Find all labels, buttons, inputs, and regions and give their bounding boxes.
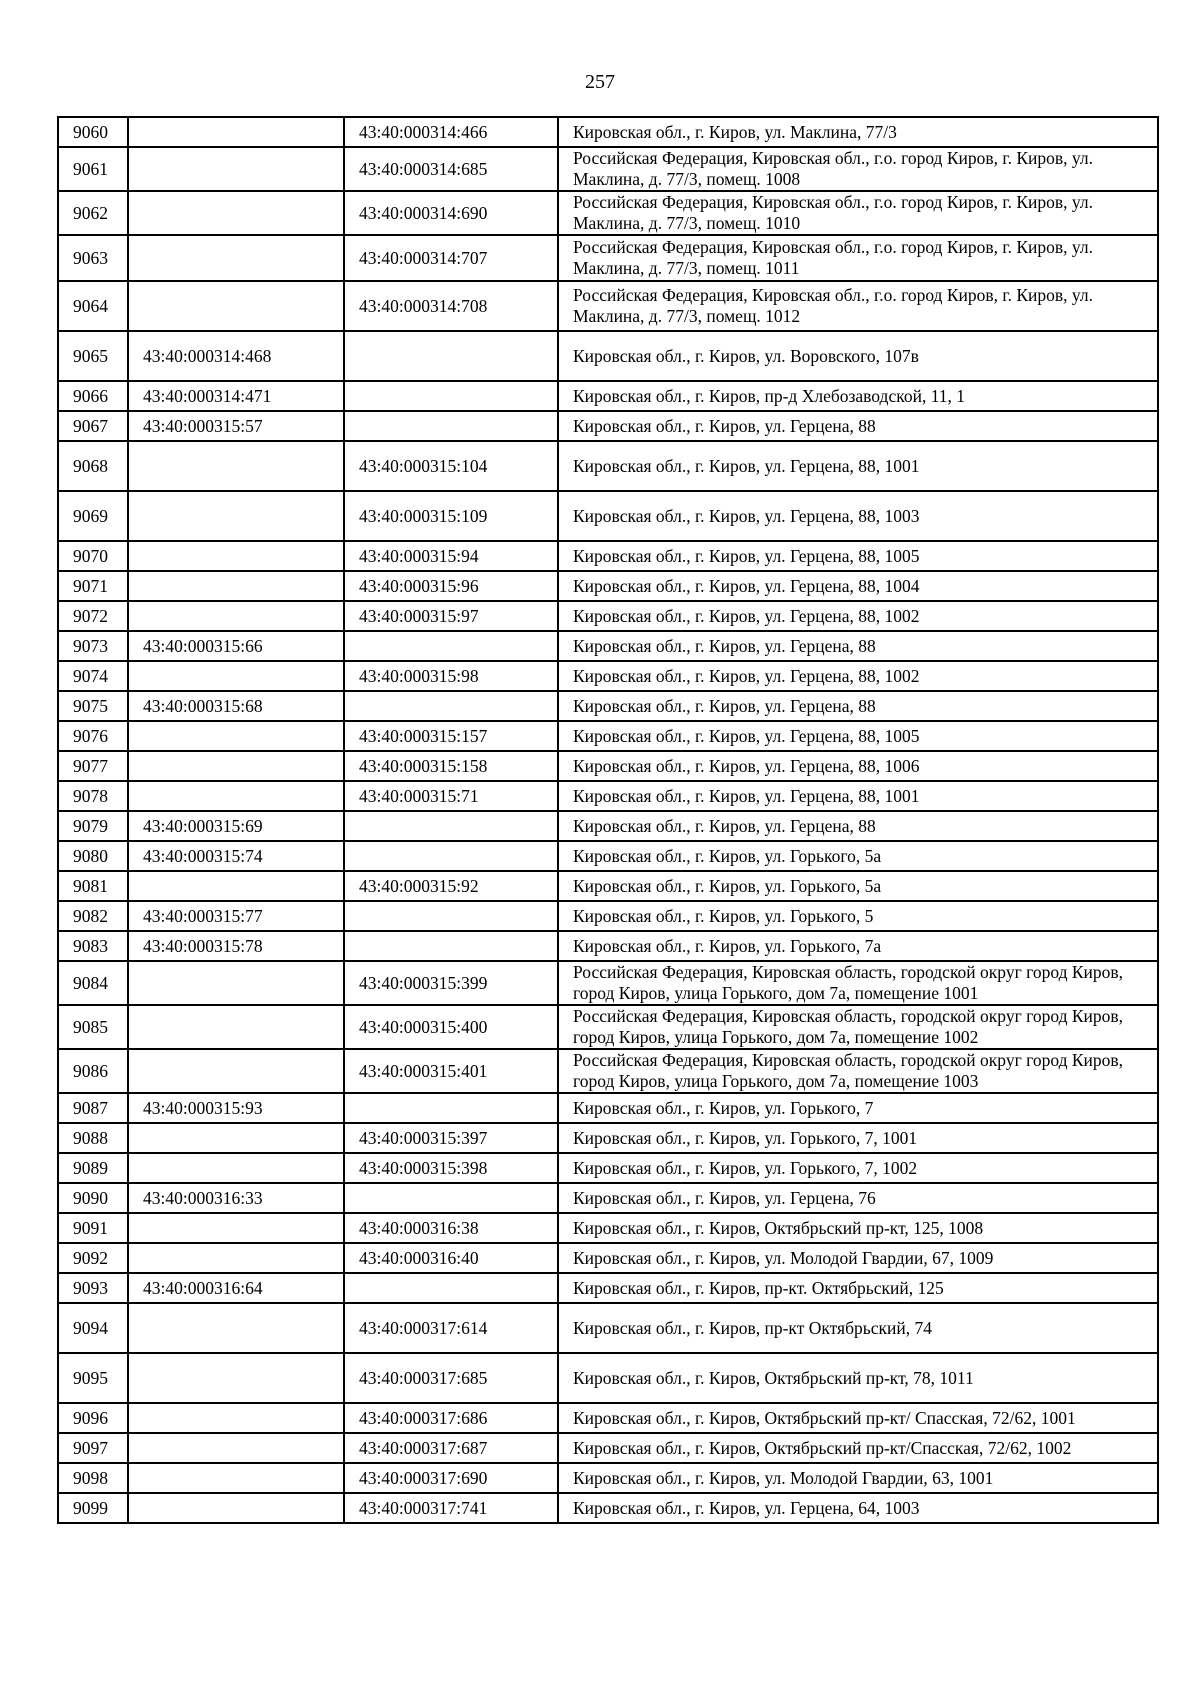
land-parcel-number-cell — [128, 601, 344, 631]
address-cell: Кировская обл., г. Киров, ул. Молодой Гвардии, 67, 1009 — [558, 1243, 1158, 1273]
table-row — [58, 661, 1158, 691]
address-cell: Российская Федерация, Кировская обл., г.о. город Киров, г. Киров, ул. Маклина, д. 77/3, помещ. 1010 — [558, 191, 1158, 235]
object-number-cell: 43:40:000316:38 — [344, 1213, 558, 1243]
address-cell: Кировская обл., г. Киров, пр-кт. Октябрьский, 125 — [558, 1273, 1158, 1303]
row-number-cell: 9077 — [58, 751, 128, 781]
table-row — [58, 691, 1158, 721]
table-body — [58, 117, 1158, 1523]
land-parcel-number-cell — [128, 571, 344, 601]
table-row — [58, 871, 1158, 901]
land-parcel-number-cell — [128, 1433, 344, 1463]
object-number-cell — [344, 691, 558, 721]
address-cell: Кировская обл., г. Киров, ул. Герцена, 88, 1002 — [558, 601, 1158, 631]
table-row — [58, 441, 1158, 491]
row-number-cell: 9098 — [58, 1463, 128, 1493]
row-number-cell: 9061 — [58, 147, 128, 191]
object-number-cell: 43:40:000315:94 — [344, 541, 558, 571]
object-number-cell: 43:40:000315:109 — [344, 491, 558, 541]
object-number-cell — [344, 811, 558, 841]
land-parcel-number-cell — [128, 541, 344, 571]
land-parcel-number-cell: 43:40:000315:69 — [128, 811, 344, 841]
address-cell: Кировская обл., г. Киров, ул. Горького, 7 — [558, 1093, 1158, 1123]
row-number-cell: 9096 — [58, 1403, 128, 1433]
row-number-cell: 9095 — [58, 1353, 128, 1403]
address-cell: Российская Федерация, Кировская область, городской округ город Киров, город Киров, улица Горького, дом 7а, помещение 1003 — [558, 1049, 1158, 1093]
land-parcel-number-cell — [128, 1243, 344, 1273]
address-cell: Кировская обл., г. Киров, ул. Маклина, 77/3 — [558, 117, 1158, 147]
row-number-cell: 9076 — [58, 721, 128, 751]
address-cell: Кировская обл., г. Киров, ул. Герцена, 88, 1005 — [558, 721, 1158, 751]
address-cell: Кировская обл., г. Киров, ул. Герцена, 88 — [558, 691, 1158, 721]
table-row — [58, 751, 1158, 781]
address-cell: Кировская обл., г. Киров, ул. Герцена, 64, 1003 — [558, 1493, 1158, 1523]
land-parcel-number-cell — [128, 441, 344, 491]
land-parcel-number-cell — [128, 1493, 344, 1523]
address-cell: Кировская обл., г. Киров, ул. Герцена, 76 — [558, 1183, 1158, 1213]
row-number-cell: 9094 — [58, 1303, 128, 1353]
table-row — [58, 1005, 1158, 1049]
table-row — [58, 1353, 1158, 1403]
object-number-cell — [344, 631, 558, 661]
object-number-cell: 43:40:000315:158 — [344, 751, 558, 781]
row-number-cell: 9099 — [58, 1493, 128, 1523]
row-number-cell: 9070 — [58, 541, 128, 571]
table-row — [58, 841, 1158, 871]
land-parcel-number-cell — [128, 1123, 344, 1153]
address-cell: Кировская обл., г. Киров, ул. Молодой Гвардии, 63, 1001 — [558, 1463, 1158, 1493]
table-row — [58, 147, 1158, 191]
address-cell: Кировская обл., г. Киров, ул. Герцена, 88, 1001 — [558, 441, 1158, 491]
land-parcel-number-cell — [128, 1353, 344, 1403]
object-number-cell: 43:40:000316:40 — [344, 1243, 558, 1273]
table-row — [58, 1493, 1158, 1523]
table-row — [58, 1403, 1158, 1433]
land-parcel-number-cell — [128, 661, 344, 691]
table-row — [58, 901, 1158, 931]
land-parcel-number-cell: 43:40:000314:471 — [128, 381, 344, 411]
address-cell: Кировская обл., г. Киров, ул. Герцена, 88, 1002 — [558, 661, 1158, 691]
object-number-cell: 43:40:000315:92 — [344, 871, 558, 901]
table-row — [58, 721, 1158, 751]
table-row — [58, 1153, 1158, 1183]
table-row — [58, 331, 1158, 381]
object-number-cell: 43:40:000317:686 — [344, 1403, 558, 1433]
object-number-cell — [344, 1273, 558, 1303]
land-parcel-number-cell: 43:40:000315:57 — [128, 411, 344, 441]
page-number: 257 — [585, 71, 615, 93]
table-row — [58, 781, 1158, 811]
address-cell: Кировская обл., г. Киров, ул. Герцена, 88, 1005 — [558, 541, 1158, 571]
object-number-cell — [344, 931, 558, 961]
object-number-cell — [344, 331, 558, 381]
row-number-cell: 9071 — [58, 571, 128, 601]
table-row — [58, 235, 1158, 281]
object-number-cell: 43:40:000314:707 — [344, 235, 558, 281]
object-number-cell: 43:40:000315:98 — [344, 661, 558, 691]
object-number-cell: 43:40:000315:157 — [344, 721, 558, 751]
table-row — [58, 811, 1158, 841]
object-number-cell: 43:40:000317:741 — [344, 1493, 558, 1523]
table-row — [58, 1183, 1158, 1213]
land-parcel-number-cell — [128, 147, 344, 191]
row-number-cell: 9085 — [58, 1005, 128, 1049]
address-cell: Кировская обл., г. Киров, ул. Герцена, 88, 1003 — [558, 491, 1158, 541]
object-number-cell: 43:40:000315:399 — [344, 961, 558, 1005]
row-number-cell: 9093 — [58, 1273, 128, 1303]
table-row — [58, 931, 1158, 961]
object-number-cell — [344, 901, 558, 931]
address-cell: Кировская обл., г. Киров, пр-кт Октябрьский, 74 — [558, 1303, 1158, 1353]
row-number-cell: 9075 — [58, 691, 128, 721]
address-cell: Кировская обл., г. Киров, ул. Горького, 7а — [558, 931, 1158, 961]
row-number-cell: 9092 — [58, 1243, 128, 1273]
object-number-cell — [344, 411, 558, 441]
land-parcel-number-cell — [128, 191, 344, 235]
row-number-cell: 9060 — [58, 117, 128, 147]
object-number-cell: 43:40:000314:685 — [344, 147, 558, 191]
table-row — [58, 541, 1158, 571]
row-number-cell: 9091 — [58, 1213, 128, 1243]
row-number-cell: 9084 — [58, 961, 128, 1005]
table-row — [58, 1213, 1158, 1243]
row-number-cell: 9082 — [58, 901, 128, 931]
table-row — [58, 631, 1158, 661]
land-parcel-number-cell — [128, 1153, 344, 1183]
table-row — [58, 491, 1158, 541]
row-number-cell: 9097 — [58, 1433, 128, 1463]
land-parcel-number-cell: 43:40:000316:64 — [128, 1273, 344, 1303]
table-row — [58, 1303, 1158, 1353]
object-number-cell: 43:40:000315:401 — [344, 1049, 558, 1093]
land-parcel-number-cell — [128, 871, 344, 901]
land-parcel-number-cell — [128, 235, 344, 281]
object-number-cell: 43:40:000315:398 — [344, 1153, 558, 1183]
address-cell: Кировская обл., г. Киров, ул. Герцена, 88, 1006 — [558, 751, 1158, 781]
row-number-cell: 9067 — [58, 411, 128, 441]
table-row — [58, 1273, 1158, 1303]
address-cell: Кировская обл., г. Киров, ул. Горького, 7, 1001 — [558, 1123, 1158, 1153]
address-cell: Российская Федерация, Кировская область, городской округ город Киров, город Киров, улица Горького, дом 7а, помещение 1001 — [558, 961, 1158, 1005]
table-row — [58, 281, 1158, 331]
row-number-cell: 9063 — [58, 235, 128, 281]
address-cell: Кировская обл., г. Киров, ул. Герцена, 88, 1001 — [558, 781, 1158, 811]
address-cell: Кировская обл., г. Киров, ул. Горького, 5 — [558, 901, 1158, 931]
object-number-cell — [344, 1093, 558, 1123]
object-number-cell: 43:40:000315:97 — [344, 601, 558, 631]
table-row — [58, 381, 1158, 411]
row-number-cell: 9090 — [58, 1183, 128, 1213]
address-cell: Российская Федерация, Кировская область, городской округ город Киров, город Киров, улица Горького, дом 7а, помещение 1002 — [558, 1005, 1158, 1049]
land-parcel-number-cell: 43:40:000314:468 — [128, 331, 344, 381]
table-row — [58, 1433, 1158, 1463]
object-number-cell: 43:40:000315:104 — [344, 441, 558, 491]
object-number-cell: 43:40:000315:397 — [344, 1123, 558, 1153]
object-number-cell: 43:40:000314:466 — [344, 117, 558, 147]
land-parcel-number-cell — [128, 1463, 344, 1493]
object-number-cell — [344, 1183, 558, 1213]
land-parcel-number-cell: 43:40:000315:74 — [128, 841, 344, 871]
land-parcel-number-cell — [128, 961, 344, 1005]
address-cell: Кировская обл., г. Киров, Октябрьский пр-кт/ Спасская, 72/62, 1001 — [558, 1403, 1158, 1433]
land-parcel-number-cell — [128, 751, 344, 781]
land-parcel-number-cell: 43:40:000315:68 — [128, 691, 344, 721]
object-number-cell: 43:40:000315:400 — [344, 1005, 558, 1049]
address-cell: Кировская обл., г. Киров, ул. Герцена, 88 — [558, 631, 1158, 661]
table-row — [58, 1243, 1158, 1273]
table-row — [58, 191, 1158, 235]
row-number-cell: 9078 — [58, 781, 128, 811]
row-number-cell: 9068 — [58, 441, 128, 491]
address-cell: Российская Федерация, Кировская обл., г.о. город Киров, г. Киров, ул. Маклина, д. 77/3, помещ. 1008 — [558, 147, 1158, 191]
land-parcel-number-cell — [128, 281, 344, 331]
land-parcel-number-cell — [128, 491, 344, 541]
object-number-cell: 43:40:000317:614 — [344, 1303, 558, 1353]
object-number-cell: 43:40:000317:690 — [344, 1463, 558, 1493]
row-number-cell: 9072 — [58, 601, 128, 631]
row-number-cell: 9074 — [58, 661, 128, 691]
land-parcel-number-cell — [128, 117, 344, 147]
address-cell: Кировская обл., г. Киров, Октябрьский пр-кт, 125, 1008 — [558, 1213, 1158, 1243]
row-number-cell: 9083 — [58, 931, 128, 961]
address-cell: Кировская обл., г. Киров, ул. Воровского, 107в — [558, 331, 1158, 381]
land-parcel-number-cell — [128, 1213, 344, 1243]
address-cell: Кировская обл., г. Киров, ул. Горького, 5а — [558, 841, 1158, 871]
object-number-cell: 43:40:000315:71 — [344, 781, 558, 811]
address-cell: Кировская обл., г. Киров, Октябрьский пр-кт/Спасская, 72/62, 1002 — [558, 1433, 1158, 1463]
land-parcel-number-cell: 43:40:000316:33 — [128, 1183, 344, 1213]
address-cell: Российская Федерация, Кировская обл., г.о. город Киров, г. Киров, ул. Маклина, д. 77/3, помещ. 1012 — [558, 281, 1158, 331]
row-number-cell: 9073 — [58, 631, 128, 661]
table-row — [58, 1093, 1158, 1123]
table-row — [58, 601, 1158, 631]
object-number-cell: 43:40:000317:687 — [344, 1433, 558, 1463]
table-row — [58, 961, 1158, 1005]
object-number-cell — [344, 841, 558, 871]
address-cell: Кировская обл., г. Киров, ул. Герцена, 88, 1004 — [558, 571, 1158, 601]
land-parcel-number-cell — [128, 1005, 344, 1049]
land-parcel-number-cell — [128, 721, 344, 751]
row-number-cell: 9089 — [58, 1153, 128, 1183]
land-parcel-number-cell — [128, 781, 344, 811]
row-number-cell: 9088 — [58, 1123, 128, 1153]
row-number-cell: 9087 — [58, 1093, 128, 1123]
row-number-cell: 9065 — [58, 331, 128, 381]
land-parcel-number-cell — [128, 1303, 344, 1353]
object-number-cell: 43:40:000317:685 — [344, 1353, 558, 1403]
land-parcel-number-cell: 43:40:000315:93 — [128, 1093, 344, 1123]
land-parcel-number-cell: 43:40:000315:78 — [128, 931, 344, 961]
object-number-cell: 43:40:000314:708 — [344, 281, 558, 331]
row-number-cell: 9064 — [58, 281, 128, 331]
address-cell: Кировская обл., г. Киров, ул. Горького, 5а — [558, 871, 1158, 901]
address-cell: Кировская обл., г. Киров, ул. Герцена, 88 — [558, 411, 1158, 441]
cadastral-table — [57, 116, 1159, 1524]
table-row — [58, 1123, 1158, 1153]
address-cell: Российская Федерация, Кировская обл., г.о. город Киров, г. Киров, ул. Маклина, д. 77/3, помещ. 1011 — [558, 235, 1158, 281]
table-row — [58, 1463, 1158, 1493]
land-parcel-number-cell: 43:40:000315:77 — [128, 901, 344, 931]
row-number-cell: 9066 — [58, 381, 128, 411]
address-cell: Кировская обл., г. Киров, ул. Горького, 7, 1002 — [558, 1153, 1158, 1183]
land-parcel-number-cell: 43:40:000315:66 — [128, 631, 344, 661]
address-cell: Кировская обл., г. Киров, ул. Герцена, 88 — [558, 811, 1158, 841]
table-row — [58, 411, 1158, 441]
row-number-cell: 9062 — [58, 191, 128, 235]
table-row — [58, 1049, 1158, 1093]
row-number-cell: 9081 — [58, 871, 128, 901]
object-number-cell — [344, 381, 558, 411]
object-number-cell: 43:40:000314:690 — [344, 191, 558, 235]
row-number-cell: 9080 — [58, 841, 128, 871]
land-parcel-number-cell — [128, 1403, 344, 1433]
object-number-cell: 43:40:000315:96 — [344, 571, 558, 601]
address-cell: Кировская обл., г. Киров, пр-д Хлебозаводской, 11, 1 — [558, 381, 1158, 411]
row-number-cell: 9069 — [58, 491, 128, 541]
row-number-cell: 9079 — [58, 811, 128, 841]
table-row — [58, 571, 1158, 601]
address-cell: Кировская обл., г. Киров, Октябрьский пр-кт, 78, 1011 — [558, 1353, 1158, 1403]
row-number-cell: 9086 — [58, 1049, 128, 1093]
land-parcel-number-cell — [128, 1049, 344, 1093]
table-row — [58, 117, 1158, 147]
